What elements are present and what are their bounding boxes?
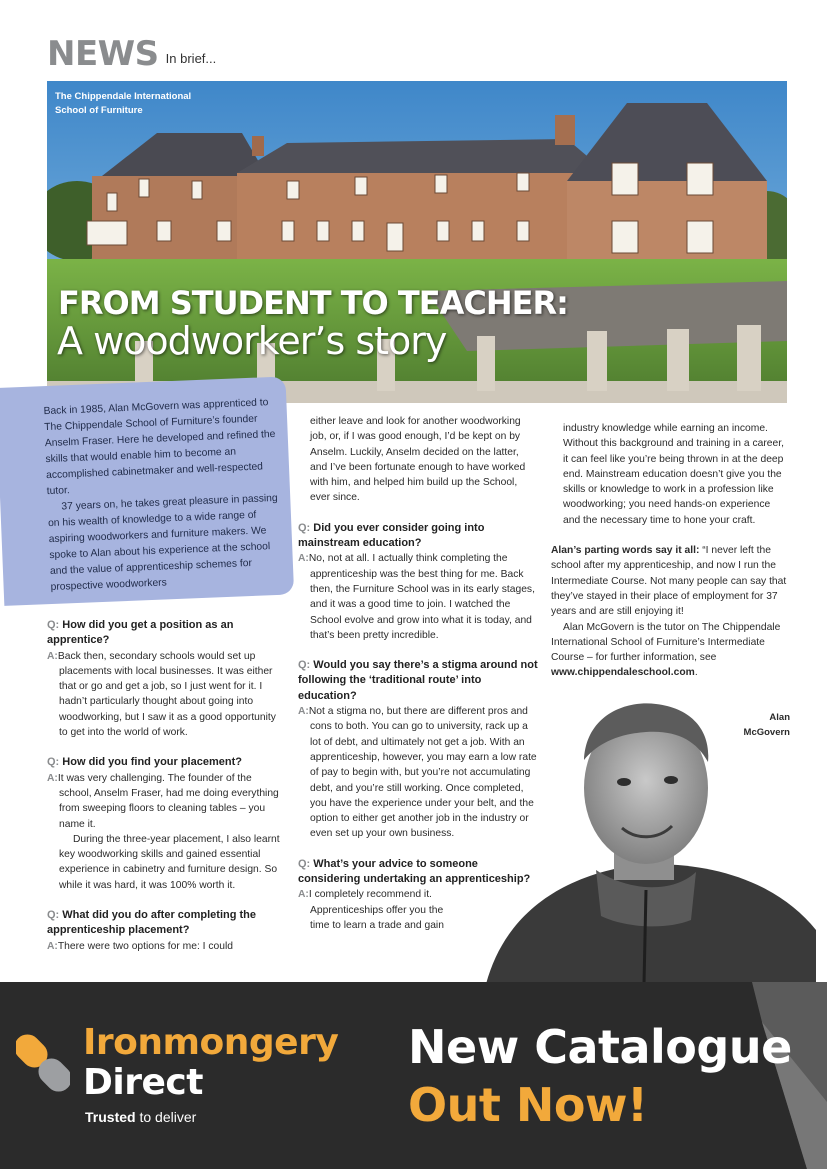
- answer-text: A:It was very challenging. The founder of the school, Anselm Fraser, had me doing everything from sweeping floors to cleaning tables – you name it.: [47, 772, 279, 830]
- intro-paragraph-2: 37 years on, he takes great pleasure in passing on his wealth of knowledge to a wide range of aspiring woodworkers and furniture makers. We spoke to Alan about his experience at the school and the value of apprenticeship schemes for prospective woodworkers: [47, 492, 278, 594]
- answer-text: A:There were two options for me: I could: [47, 940, 234, 952]
- intro-paragraph-1: Back in 1985, Alan McGovern was apprenticed to The Chippendale School of Furniture’s founder Anselm Fraser. Here he developed and refined the skills that would enable him to become an accomplished cabinetmaker and well-respected tutor.: [43, 397, 276, 498]
- article-column-1: [47, 618, 282, 954]
- answer-text: A:I completely recommend it. Apprenticeships offer you the time to learn a trade and gain: [298, 889, 444, 931]
- promo-headline: New Catalogue: [408, 1020, 792, 1074]
- question-heading: Q: Would you say there’s a stigma around not following the ‘traditional route’ into education?: [298, 659, 538, 702]
- promo-subheadline: Out Now!: [408, 1078, 648, 1132]
- answer-text: A:Back then, secondary schools would set up placements with local businesses. It was either that or go and get a job, so I just went for it. I hadn’t particularly thought about going into woodworking, but I saw it as a good opportunity to get into the world of work.: [47, 650, 276, 739]
- question-heading: Q: How did you find your placement?: [47, 756, 242, 769]
- parting-words: [551, 543, 787, 619]
- answer-text: A:Not a stigma no, but there are different pros and cons to both. You can go to university, rack up a lot of debt, and ultimately not get a job. With an apprenticeship, however, you may earn a low rate of pay to begin with, but you’re not accumulating debt, and you’re still working. Once completed, you have the experience under your belt, and the option to either get another job in the industry or even set up your own business.: [298, 706, 537, 840]
- brand-name-line2: Direct: [83, 1062, 203, 1103]
- question-heading: Q: What’s your advice to someone considering undertaking an apprenticeship?: [298, 857, 531, 886]
- answer-continued: either leave and look for another woodworking job, or, if I was good enough, I’d be kept on by Anselm. Luckily, Anselm decided on the latter, and I’ve been fortunate enough to have worked with him, and helped him build up the School, ever since.: [310, 416, 526, 504]
- intro-panel: [0, 376, 294, 605]
- ironmongery-direct-logo-icon: [16, 1024, 70, 1102]
- answer-continued: industry knowledge while earning an income. Without this background and training in a career, it can feel like you’re being thrown in at the deep end. Mainstream education doesn’t give you the skills or knowledge to work in a profession like woodworking; you need hands-on experience and the necessary time to hone your craft.: [563, 423, 784, 526]
- author-bio: Alan McGovern is the tutor on The Chippendale International School of Furniture’s Intermediate Course – for further information, see www.chippendaleschool.com.: [551, 621, 781, 679]
- headline-main: FROM STUDENT TO TEACHER:: [58, 284, 568, 322]
- question-heading: Q: Did you ever consider going into mainstream education?: [298, 521, 485, 550]
- headline-sub: A woodworker’s story: [57, 319, 447, 363]
- answer-continued: During the three-year placement, I also learnt key woodworking skills and gained essential experience in cabinetry and furniture design. So while it was hard, it was 100% worth it.: [59, 833, 280, 891]
- brand-name-line1: Ironmongery: [83, 1022, 339, 1063]
- section-header: [47, 34, 216, 72]
- article-column-3: [551, 421, 787, 681]
- portrait-caption: Alan McGovern: [743, 712, 790, 738]
- question-heading: Q: What did you do after completing the apprenticeship placement?: [47, 909, 257, 937]
- brand-tagline: Trusted to deliver: [85, 1109, 197, 1125]
- section-title: NEWS: [47, 34, 159, 74]
- parting-lead: Alan’s parting words say it all:: [551, 545, 700, 557]
- question-heading: Q: How did you get a position as an apprentice?: [47, 619, 234, 647]
- banner-corner-graphic: [752, 982, 827, 1169]
- parting-quote: “I never left the school after my apprenticeship, and now I run the Intermediate Course. Not many people can say that they’ve stayed in their place of employment for 37 years and are still enjoying it!: [551, 545, 787, 618]
- photo-caption: The Chippendale International School of Furniture: [55, 91, 192, 116]
- answer-text: A:No, not at all. I actually think completing the apprenticeship was the best thing for me. Back then, the Furniture School was in its early stages, and it was a good time to join. I watched the School evolve and grow into what it is today, and that’s been pretty incredible.: [298, 553, 535, 641]
- advert-banner[interactable]: [0, 982, 827, 1169]
- hero-photo: [47, 81, 787, 403]
- section-subtitle: In brief...: [165, 51, 217, 66]
- school-website-link[interactable]: www.chippendaleschool.com: [551, 667, 695, 679]
- intro-text: [43, 395, 289, 596]
